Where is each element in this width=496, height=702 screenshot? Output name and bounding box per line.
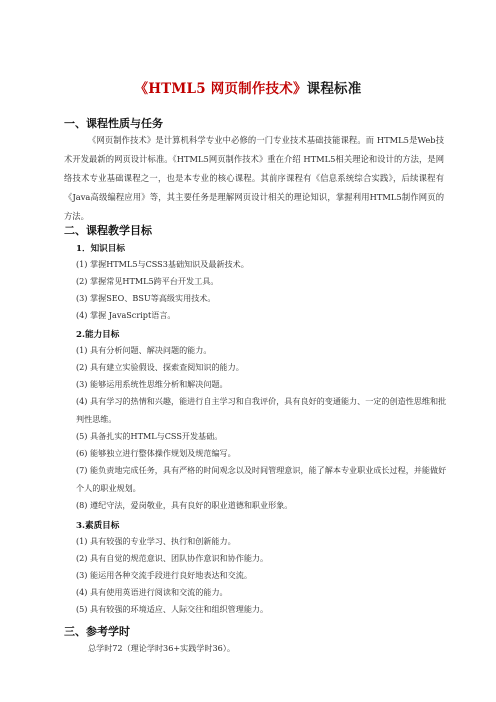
list-item: (2) 具有建立实验假设、探索查阅知识的能力。 [76,362,244,372]
reference-hours-text: 总学时72（理论学时36+实践学时36）。 [88,643,235,653]
list-item: (4) 具有学习的热情和兴趣，能进行自主学习和自我评价，具有良好的变通能力、一定的创造性思维和批判性思维。 [76,396,447,424]
list-item: (2) 具有自觉的规范意识、团队协作意识和协作能力。 [76,553,269,563]
section-heading-reference-hours: 三、参考学时 [64,625,130,638]
list-item: (7) 能负责地完成任务，具有严格的时间观念以及时间管理意识，能了解本专业职业成长过程，并能做好个人的职业规划。 [76,465,447,493]
list-item: (1) 具有较强的专业学习、执行和创新能力。 [76,536,236,546]
list-item: (3) 能够运用系统性思维分析和解决问题。 [76,379,228,389]
section-paragraph-nature-and-tasks: 《网页制作技术》是计算机科学专业中必修的一门专业技术基础技能课程。而 HTML5是Web技术开发最新的网页设计标准。《HTML5网页制作技术》重在介绍 HTML5相关理论和设计的方法，是网络技术专业基础课程之一，也是本专业的核心课程。其前序课程有《信息系统综合实践》，后续课程有《Java高级编程应用》等，其主要任务是理解网页设计相关的理论知识，掌握利用HTML5制作网页的方法。 [64,135,444,221]
list-item: (5) 具备扎实的HTML与CSS开发基础。 [76,431,223,441]
list-item: (5) 具有较强的环境适应、人际交往和组织管理能力。 [76,604,269,614]
list-item: (2) 掌握常见HTML5跨平台开发工具。 [76,276,219,286]
section-heading-nature-and-tasks: 一、课程性质与任务 [64,117,163,130]
list-item: (4) 具有使用英语进行阅读和交流的能力。 [76,587,228,597]
list-item: (8) 遵纪守法，爱岗敬业，具有良好的职业道德和职业形象。 [76,500,293,510]
document-title [0,77,496,97]
list-item: (6) 能够独立进行整体操作规划及规范编写。 [76,448,236,458]
list-item: (1) 掌握HTML5与CSS3基础知识及最新技术。 [76,259,249,269]
subheading-ability-objectives: 2.能力目标 [76,330,120,340]
list-item: (3) 掌握SEO、BSU等高级实用技术。 [76,293,216,303]
list-item: (3) 能运用各种交流手段进行良好地表达和交流。 [76,570,252,580]
list-item: (1) 具有分析问题、解决问题的能力。 [76,345,212,355]
subheading-quality-objectives: 3.素质目标 [76,521,120,531]
section-heading-teaching-objectives: 二、课程教学目标 [64,224,152,237]
title-suffix: 课程标准 [306,81,362,97]
title-course-name: 《HTML5 网页制作技术》 [134,81,307,97]
list-item: (4) 掌握 JavaScript语言。 [76,310,176,320]
subheading-knowledge-objectives: 1．知识目标 [76,244,125,254]
